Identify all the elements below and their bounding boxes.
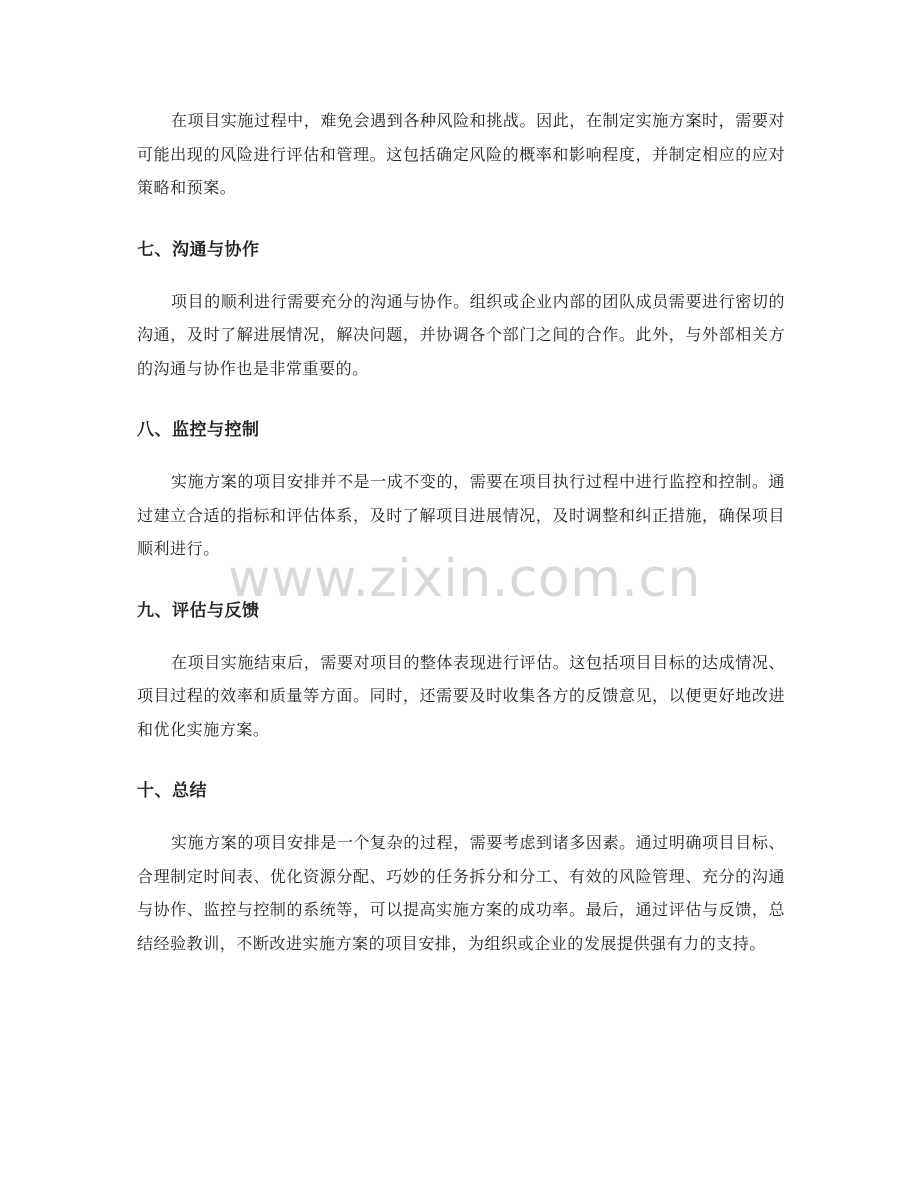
paragraph-risk-management: 在项目实施过程中，难免会遇到各种风险和挑战。因此，在制定实施方案时，需要对可能出现的风险进行评估和管理。这包括确定风险的概率和影响程度，并制定相应的应对策略和预案。 xyxy=(137,111,785,197)
paragraph-summary: 实施方案的项目安排是一个复杂的过程，需要考虑到诸多因素。通过明确项目目标、合理制定时间表、优化资源分配、巧妙的任务拆分和分工、有效的风险管理、充分的沟通与协作、监控与控制的系统等，可以提高实施方案的成功率。最后，通过评估与反馈，总结经验教训，不断改进实施方案的项目安排，为组织或企业的发展提供强有力的支持。 xyxy=(137,833,785,953)
paragraph-monitoring: 实施方案的项目安排并不是一成不变的，需要在项目执行过程中进行监控和控制。通过建立合适的指标和评估体系，及时了解项目进展情况，及时调整和纠正措施，确保项目顺利进行。 xyxy=(137,472,785,558)
paragraph-evaluation: 在项目实施结束后，需要对项目的整体表现进行评估。这包括项目目标的达成情况、项目过程的效率和质量等方面。同时，还需要及时收集各方的反馈意见，以便更好地改进和优化实施方案。 xyxy=(137,652,785,739)
heading-evaluation: 九、评估与反馈 xyxy=(137,600,260,621)
heading-monitoring: 八、监控与控制 xyxy=(137,420,260,440)
document-body xyxy=(137,104,785,960)
watermark-text: www.zixin.com.cn xyxy=(228,549,701,609)
heading-communication: 七、沟通与协作 xyxy=(137,239,260,260)
heading-summary: 十、总结 xyxy=(137,781,207,801)
paragraph-communication: 项目的顺利进行需要充分的沟通与协作。组织或企业内部的团队成员需要进行密切的沟通，及时了解进展情况，解决问题，并协调各个部门之间的合作。此外，与外部相关方的沟通与协作也是非常重要的。 xyxy=(137,291,785,378)
